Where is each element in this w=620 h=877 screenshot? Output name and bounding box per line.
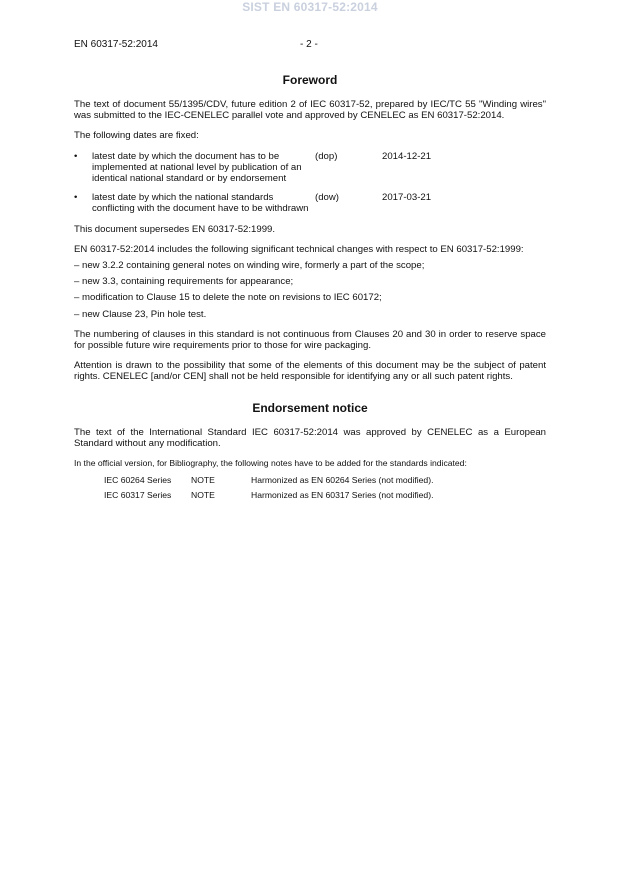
bibliography-notes bbox=[74, 475, 546, 501]
note-description: Harmonized as EN 60264 Series (not modified). bbox=[251, 474, 434, 485]
note-row bbox=[74, 490, 546, 501]
note-label: NOTE bbox=[191, 474, 215, 485]
bibliography-intro: In the official version, for Bibliography, the following notes have to be added for the standards indicated: bbox=[74, 458, 467, 469]
date-value: 2014-12-21 bbox=[382, 150, 432, 162]
note-standard: IEC 60317 Series bbox=[104, 490, 172, 501]
change-item: – new 3.3, containing requirements for appearance; bbox=[74, 276, 294, 288]
endorsement-text: The text of the International Standard IEC 60317-52:2014 was approved by CENELEC as a European Standard without any modification. bbox=[74, 426, 546, 449]
endorsement-title: Endorsement notice bbox=[252, 400, 368, 415]
change-item: – new 3.2.2 containing general notes on winding wire, formerly a part of the scope; bbox=[74, 260, 425, 272]
date-description: latest date by which the document has to be implemented at national level by publication of an identical national standard or by endorsement bbox=[92, 150, 302, 185]
numbering-text: The numbering of clauses in this standard is not continuous from Clauses 20 and 30 in order to reserve space for possible future wire requirements prior to those for wire packaging. bbox=[74, 328, 546, 352]
date-row bbox=[74, 192, 546, 214]
bullet-icon: • bbox=[74, 192, 78, 204]
date-description: latest date by which the national standards conflicting with the document have to be withdrawn bbox=[92, 192, 309, 215]
changes-intro: EN 60317-52:2014 includes the following significant technical changes with respect to EN 60317-52:1999: bbox=[74, 243, 524, 255]
note-standard: IEC 60264 Series bbox=[104, 474, 172, 485]
dates-list bbox=[74, 151, 546, 215]
supersedes-text: This document supersedes EN 60317-52:1999. bbox=[74, 223, 276, 235]
foreword-intro: The text of document 55/1395/CDV, future edition 2 of IEC 60317-52, prepared by IEC/TC 55 "Winding wires" was submitted to the IEC-CENELEC parallel vote and approved by CENELEC as EN 60317-52:2014. bbox=[74, 99, 546, 122]
patent-text: Attention is drawn to the possibility that some of the elements of this document may be the subject of patent rights. CENELEC [and/or CEN] shall not be held responsible for identifying any or all such patent rights. bbox=[74, 360, 546, 383]
note-description: Harmonized as EN 60317 Series (not modified). bbox=[251, 490, 434, 501]
date-value: 2017-03-21 bbox=[382, 192, 432, 204]
bullet-icon: • bbox=[74, 150, 78, 162]
change-item: – modification to Clause 15 to delete the note on revisions to IEC 60172; bbox=[74, 292, 382, 304]
watermark: SIST EN 60317-52:2014 bbox=[242, 0, 378, 14]
header-doc-id: EN 60317-52:2014 bbox=[74, 39, 158, 50]
header-page-number: - 2 - bbox=[300, 39, 318, 50]
note-label: NOTE bbox=[191, 490, 215, 501]
note-row bbox=[74, 475, 546, 486]
change-item: – new Clause 23, Pin hole test. bbox=[74, 308, 207, 320]
date-row bbox=[74, 151, 546, 185]
foreword-title: Foreword bbox=[282, 73, 338, 87]
date-abbreviation: (dop) bbox=[315, 150, 338, 162]
dates-intro: The following dates are fixed: bbox=[74, 130, 199, 142]
document-body bbox=[74, 73, 546, 506]
date-abbreviation: (dow) bbox=[315, 192, 339, 204]
